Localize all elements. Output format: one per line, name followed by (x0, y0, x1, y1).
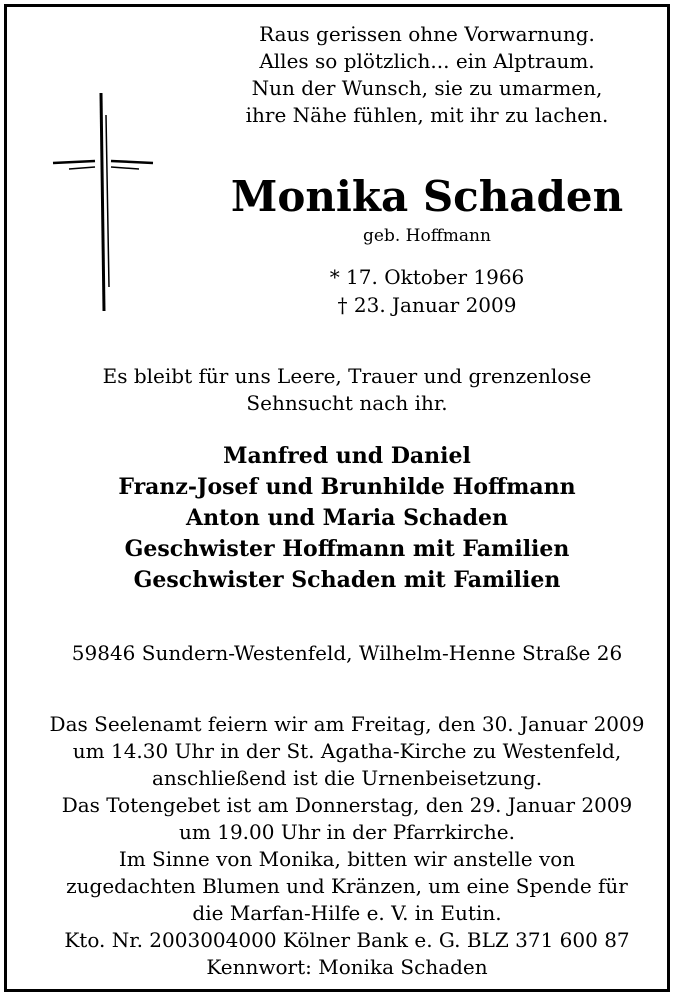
birth-date: * 17. Oktober 1966 (329, 265, 525, 289)
life-dates (237, 263, 617, 319)
mourner-entry: Anton und Maria Schaden (186, 505, 508, 531)
cross-horizontal-stroke-thin (69, 167, 95, 169)
cross-icon (49, 87, 159, 317)
grief-text (27, 363, 667, 417)
notice-line: Das Totengebet ist am Donnerstag, den 29. Januar 2009 (61, 793, 633, 817)
notice-line: Im Sinne von Monika, bitten wir anstelle von (118, 847, 576, 871)
death-date: † 23. Januar 2009 (337, 293, 517, 317)
cross-horizontal-stroke-thin (111, 167, 139, 169)
poem-line: Alles so plötzlich... ein Alptraum. (259, 49, 595, 73)
notice-line: Das Seelenamt feiern wir am Freitag, den 30. Januar 2009 (49, 712, 645, 736)
poem-line: Raus gerissen ohne Vorwarnung. (259, 22, 595, 46)
mourner-entry: Manfred und Daniel (223, 443, 471, 469)
poem-line: ihre Nähe fühlen, mit ihr zu lachen. (245, 103, 609, 127)
notice-line: um 19.00 Uhr in der Pfarrkirche. (179, 820, 515, 844)
notice-line: Kto. Nr. 2003004000 Kölner Bank e. G. BLZ 371 600 87 (64, 928, 630, 952)
cross-vertical-stroke-thin (106, 115, 109, 287)
notice-line: um 14.30 Uhr in der St. Agatha-Kirche zu Westenfeld, (72, 739, 622, 763)
cross-vertical-stroke (101, 93, 104, 311)
mourner-entry: Geschwister Schaden mit Familien (133, 567, 561, 593)
mourner-entry: Franz-Josef und Brunhilde Hoffmann (118, 474, 576, 500)
notice-line: anschließend ist die Urnenbeisetzung. (151, 766, 543, 790)
grief-line: Sehnsucht nach ihr. (246, 391, 448, 415)
family-address: 59846 Sundern-Westenfeld, Wilhelm-Henne Straße 26 (71, 641, 623, 665)
service-notice (27, 711, 667, 981)
mourners-list (27, 441, 667, 596)
cross-horizontal-stroke (111, 161, 153, 163)
deceased-name: Monika Schaden (230, 172, 624, 221)
poem-line: Nun der Wunsch, sie zu umarmen, (251, 76, 603, 100)
notice-line: zugedachten Blumen und Kränzen, um eine Spende für (66, 874, 628, 898)
maiden-name: geb. Hoffmann (363, 226, 491, 246)
notice-line: die Marfan-Hilfe e. V. in Eutin. (192, 901, 502, 925)
mourner-entry: Geschwister Hoffmann mit Familien (124, 536, 570, 562)
grief-line: Es bleibt für uns Leere, Trauer und grenzenlose (102, 364, 592, 388)
notice-line: Kennwort: Monika Schaden (206, 955, 488, 979)
cross-horizontal-stroke (53, 161, 95, 163)
obituary-frame (4, 4, 670, 992)
poem (207, 21, 647, 129)
